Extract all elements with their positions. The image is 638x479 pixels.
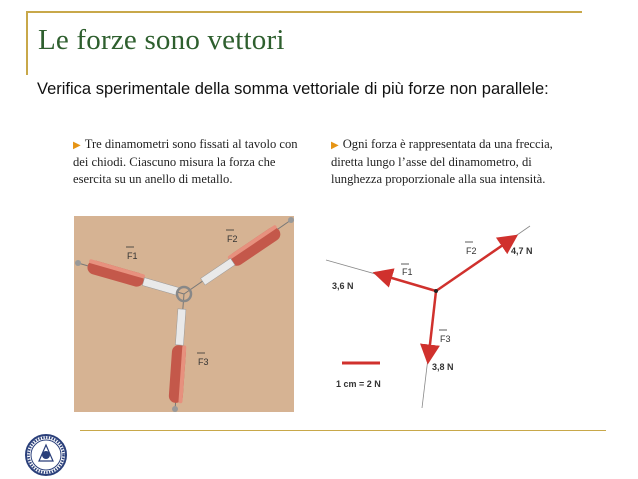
university-seal-logo — [24, 433, 68, 477]
force-arrow-f3 — [428, 291, 436, 362]
vector-label-f1 — [401, 264, 413, 277]
dynamometer-photo — [74, 216, 294, 412]
svg-text:F1: F1 — [127, 251, 138, 261]
bottom-rule — [80, 430, 606, 431]
magnitude-f2: 4,7 N — [511, 246, 533, 256]
triangle-bullet-icon: ▶ — [331, 140, 339, 151]
left-rule — [26, 11, 28, 75]
magnitude-f1: 3,6 N — [332, 281, 354, 291]
caption-right-text: Ogni forza è rappresentata da una freccia, diretta lungo l’asse del dinamometro, di lunghezza proporzionale alla sua intensità. — [331, 137, 553, 186]
svg-text:F2: F2 — [227, 234, 238, 244]
top-rule — [26, 11, 582, 13]
vector-label-f2 — [465, 242, 477, 256]
force-arrow-f2 — [436, 236, 516, 291]
caption-left — [73, 136, 298, 188]
svg-text:F3: F3 — [440, 334, 451, 344]
svg-text:F1: F1 — [402, 267, 413, 277]
svg-text:F2: F2 — [466, 246, 477, 256]
triangle-bullet-icon: ▶ — [73, 140, 81, 151]
force-vector-diagram — [318, 212, 608, 412]
scale-label: 1 cm = 2 N — [336, 379, 381, 389]
vector-label-f3 — [439, 330, 451, 344]
slide-title: Le forze sono vettori — [38, 24, 285, 56]
caption-right — [331, 136, 581, 188]
svg-text:F3: F3 — [198, 357, 209, 367]
magnitude-f3: 3,8 N — [432, 362, 454, 372]
caption-left-text: Tre dinamometri sono fissati al tavolo con dei chiodi. Ciascuno misura la forza che esercita su un anello di metallo. — [73, 137, 298, 186]
slide-subtitle: Verifica sperimentale della somma vettoriale di più forze non parallele: — [37, 80, 549, 98]
